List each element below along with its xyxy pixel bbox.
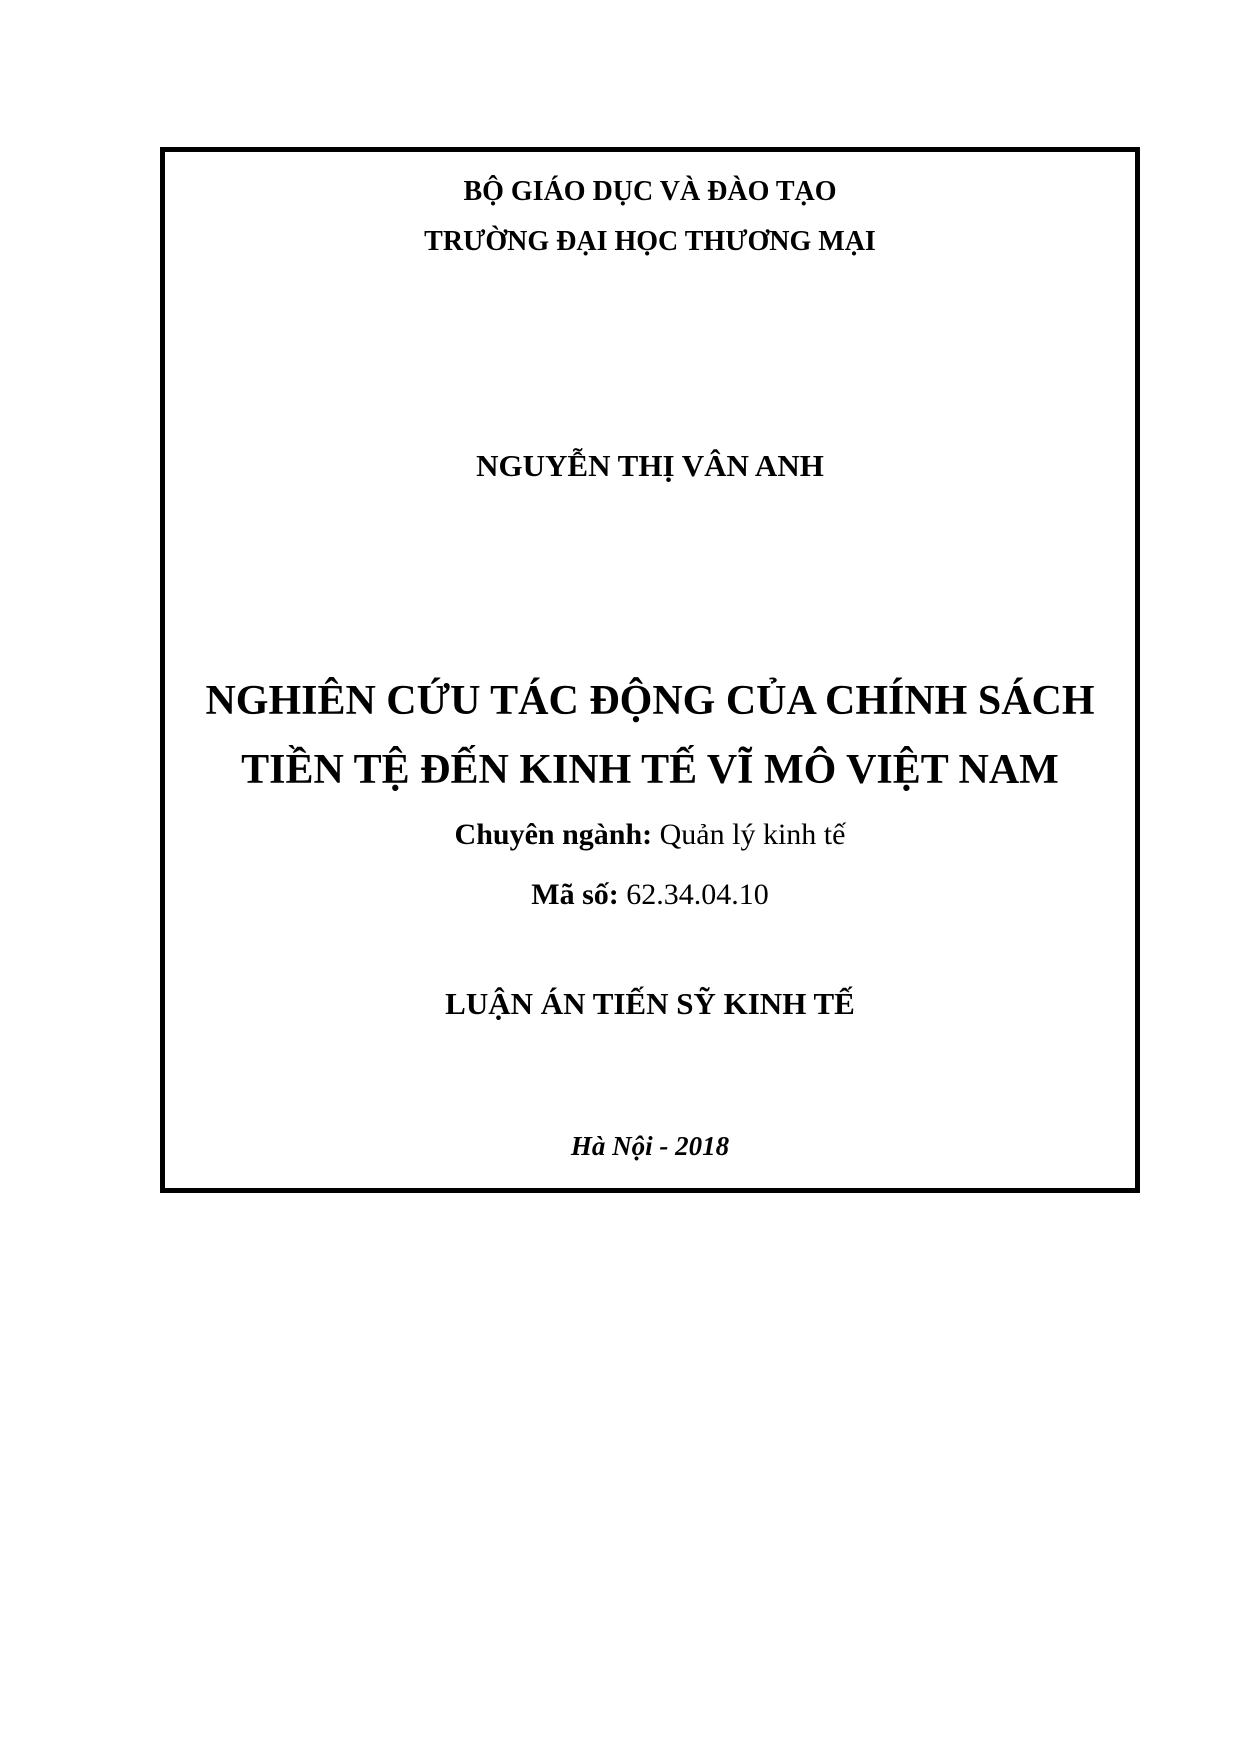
code-value: 62.34.04.10 xyxy=(626,878,769,911)
code-label: Mã số: xyxy=(531,878,619,911)
author-name: NGUYỄN THỊ VÂN ANH xyxy=(476,448,824,483)
place-year: Hà Nội - 2018 xyxy=(570,1131,730,1161)
ministry-name: BỘ GIÁO DỤC VÀ ĐÀO TẠO xyxy=(463,176,837,207)
university-name: TRƯỜNG ĐẠI HỌC THƯƠNG MẠI xyxy=(424,226,876,257)
specialty-row xyxy=(160,820,1140,850)
thesis-title-line-2: TIỀN TỆ ĐẾN KINH TẾ VĨ MÔ VIỆT NAM xyxy=(241,747,1059,793)
specialty-label: Chuyên ngành: xyxy=(454,818,653,851)
specialty-value: Quản lý kinh tế xyxy=(659,818,846,851)
thesis-title-line-1: NGHIÊN CỨU TÁC ĐỘNG CỦA CHÍNH SÁCH xyxy=(205,678,1095,724)
cover-border xyxy=(160,147,1140,1193)
degree-title: LUẬN ÁN TIẾN SỸ KINH TẾ xyxy=(445,986,855,1021)
code-row xyxy=(160,880,1140,910)
